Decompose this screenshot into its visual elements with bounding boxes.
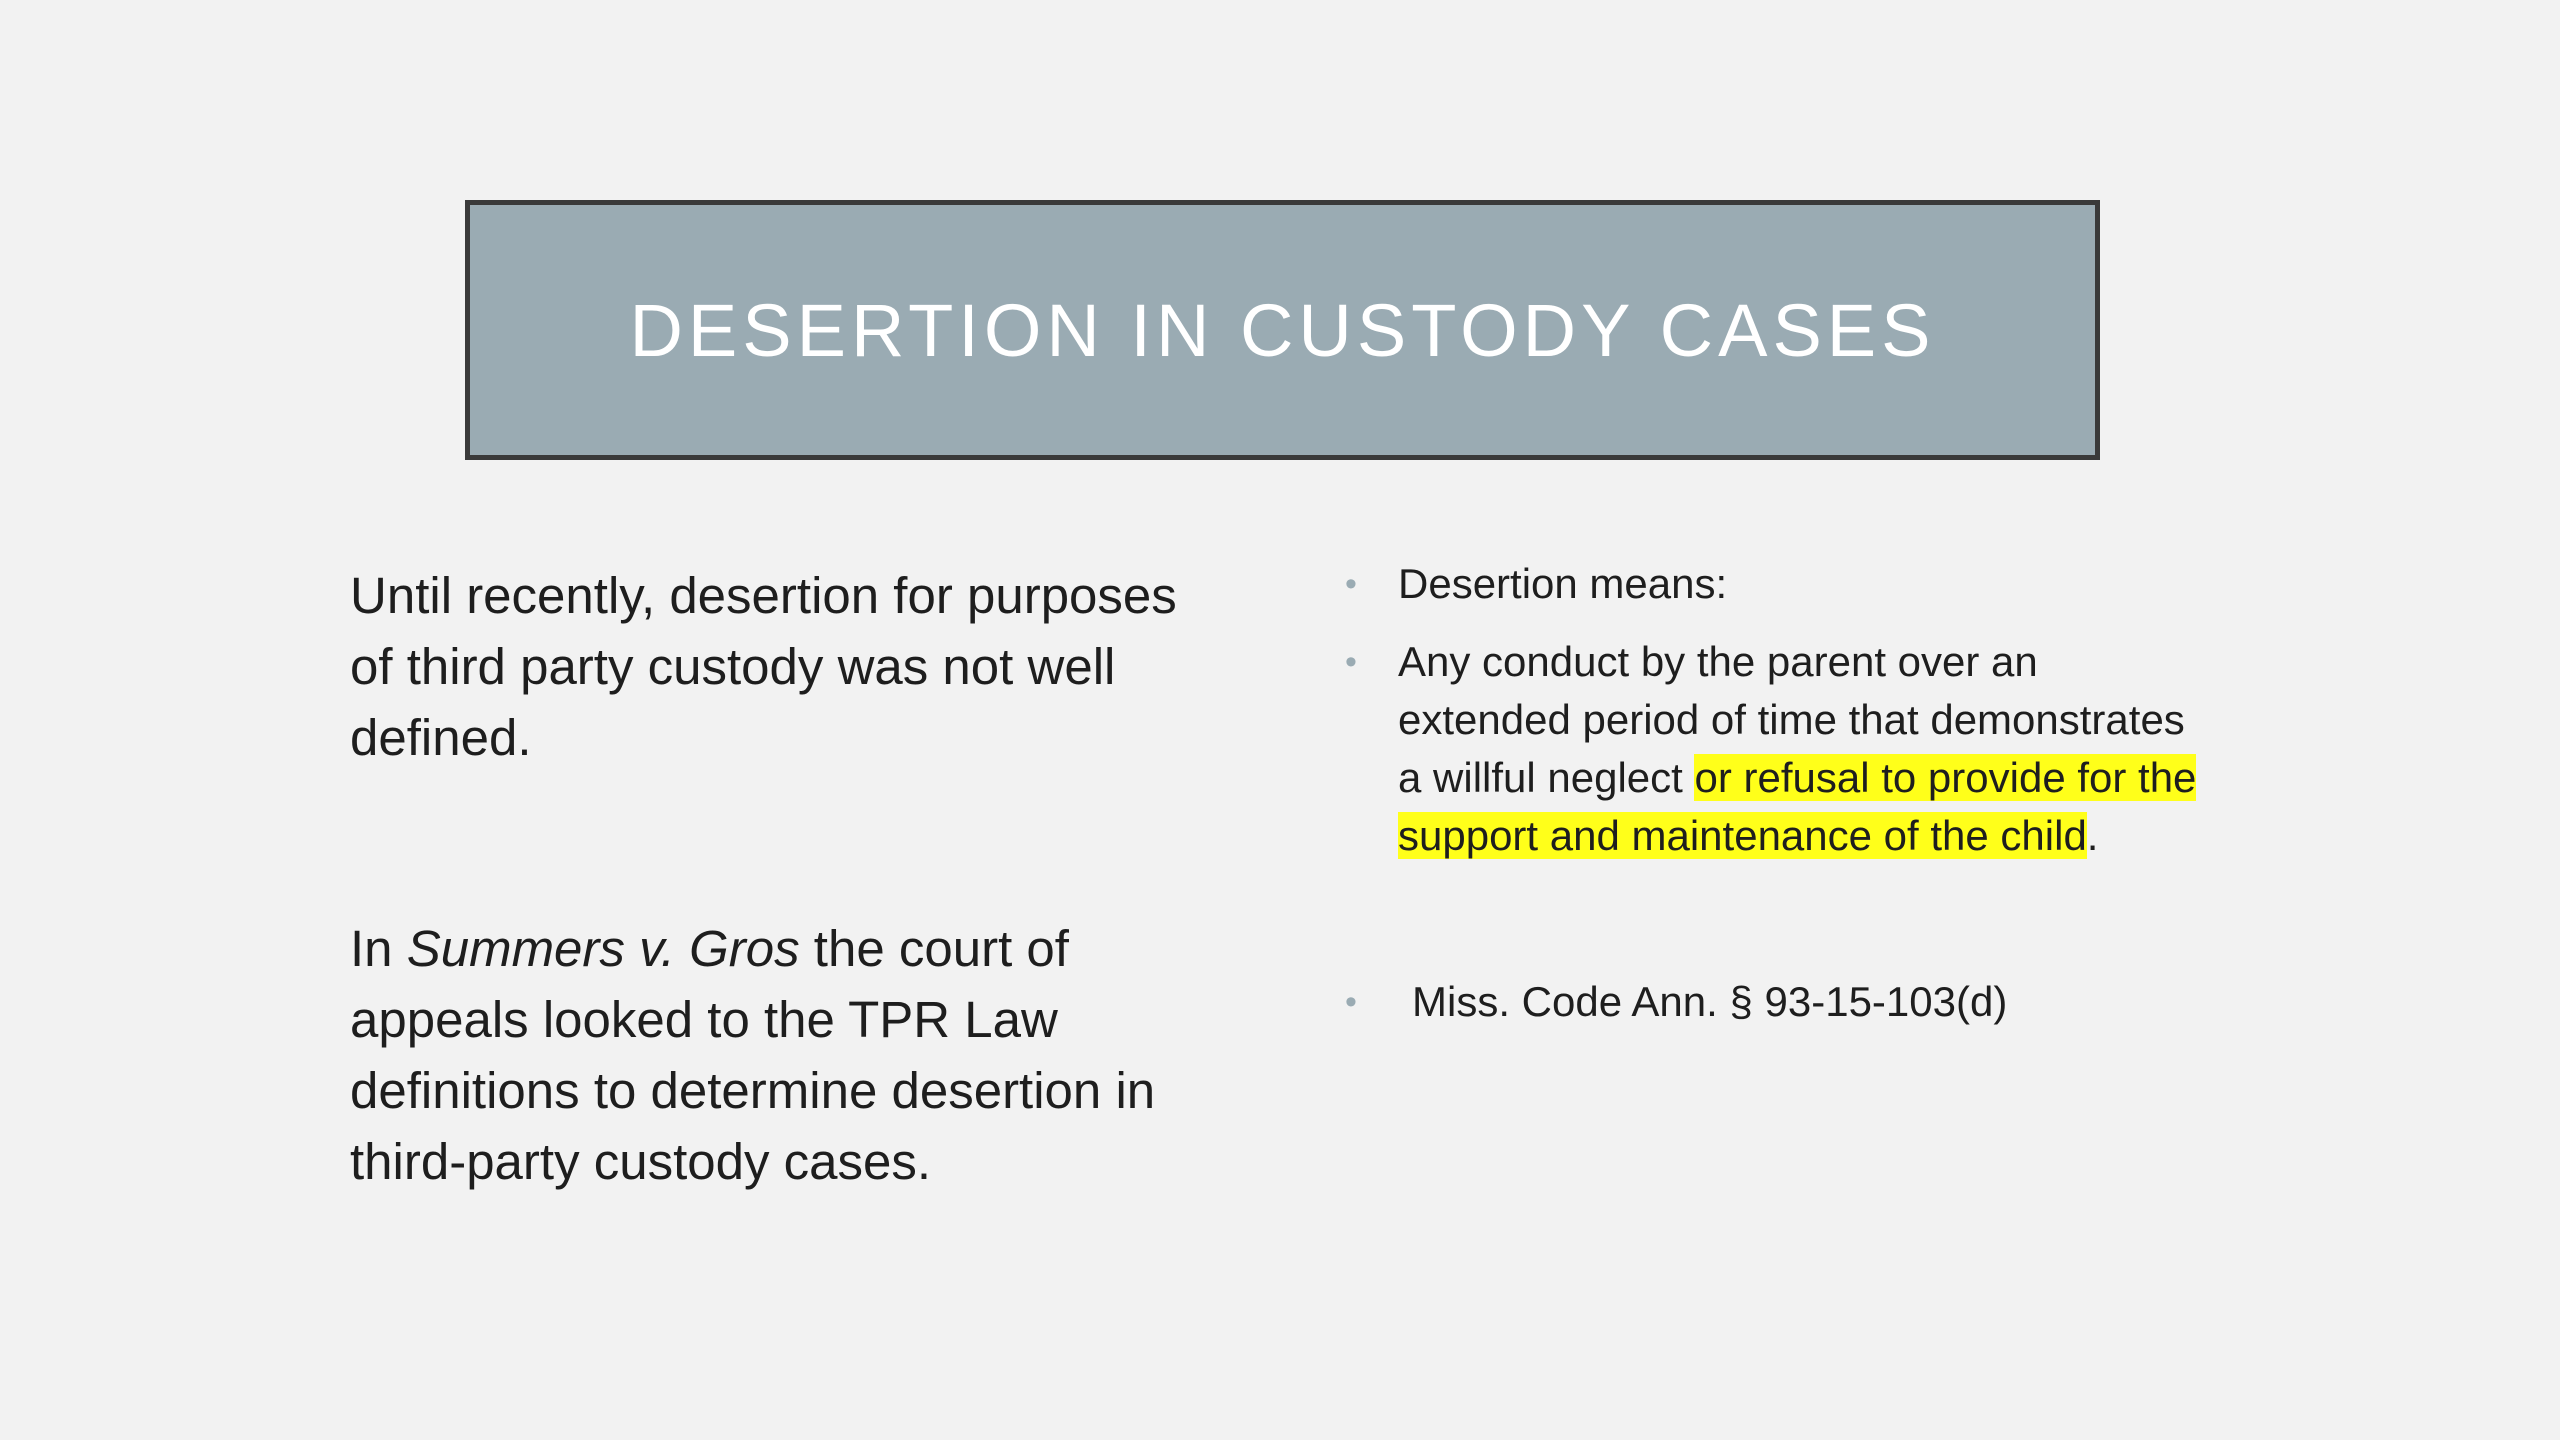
bullet-dot-icon: • (1345, 983, 1357, 1021)
case-paragraph (350, 913, 1230, 1197)
bullet-item-desertion-means (1345, 555, 2215, 613)
intro-paragraph: Until recently, desertion for purposes of third party custody was not well defined. (350, 567, 1177, 766)
right-bullet-list (1345, 555, 2215, 1051)
citation-text: Miss. Code Ann. § 93-15-103(d) (1412, 978, 2008, 1025)
case-paragraph-prefix: In (350, 920, 407, 977)
highlighted-text: or refusal to provide for the support and maintenance of the child (1398, 754, 2197, 859)
case-name: Summers v. Gros (406, 920, 800, 977)
bullet-dot-icon: • (1345, 565, 1357, 603)
slide-title: DESERTION IN CUSTODY CASES (629, 288, 1936, 372)
left-text-column (350, 560, 1230, 1197)
definition-text: Any conduct by the parent over an extended period of time that demonstrates a willful neglect (1398, 638, 2185, 801)
case-paragraph-suffix: the court of appeals looked to the TPR Law definitions to determine desertion in third-party custody cases. (350, 920, 1156, 1190)
bullet-item-definition (1345, 633, 2215, 865)
bullet-item-citation (1345, 973, 2215, 1031)
bullet-dot-icon: • (1345, 643, 1357, 681)
title-box (465, 200, 2100, 460)
definition-end: . (2086, 812, 2099, 859)
bullet-text: Desertion means: (1398, 560, 1728, 607)
